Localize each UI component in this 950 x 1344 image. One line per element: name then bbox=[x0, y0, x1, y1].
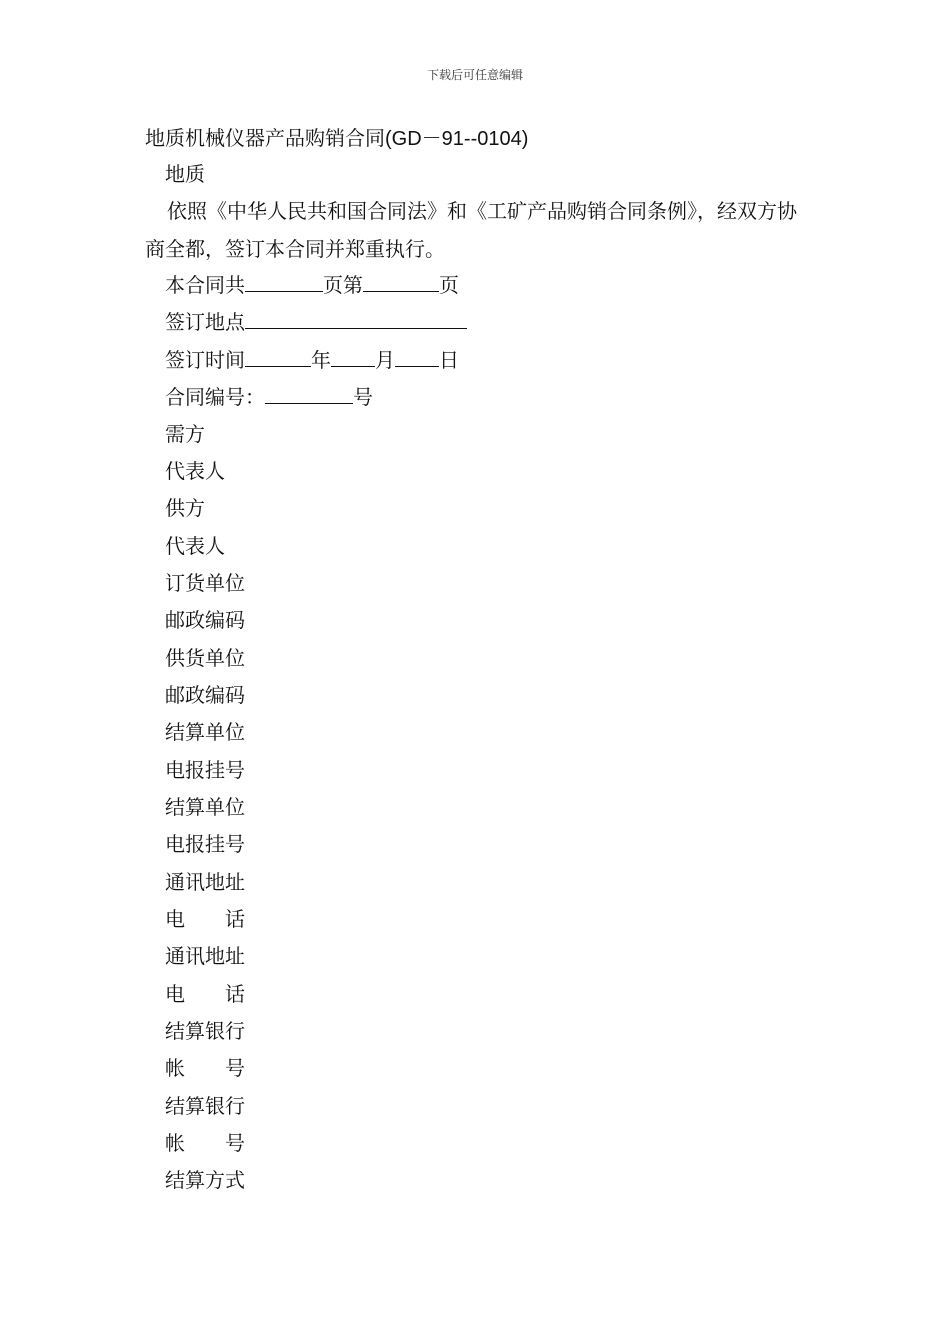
field-phone-2: 电 话 bbox=[165, 982, 245, 1006]
field-bank-1: 结算银行 bbox=[165, 1019, 245, 1043]
number-line bbox=[165, 383, 373, 410]
pages-line bbox=[165, 271, 459, 298]
pages-label-c: 页 bbox=[439, 273, 459, 297]
page-header-note: 下载后可任意编辑 bbox=[426, 68, 523, 82]
field-postcode-1: 邮政编码 bbox=[165, 608, 245, 632]
field-telegraph-2: 电报挂号 bbox=[165, 832, 245, 856]
field-address-1: 通讯地址 bbox=[165, 870, 245, 894]
field-settlement-unit-2: 结算单位 bbox=[165, 795, 245, 819]
day-label: 日 bbox=[439, 348, 459, 372]
field-seller: 供方 bbox=[165, 496, 205, 520]
place-blank[interactable] bbox=[245, 308, 467, 329]
org-label: 地质 bbox=[165, 162, 205, 186]
field-account-1: 帐 号 bbox=[165, 1056, 245, 1080]
pages-label-b: 页第 bbox=[323, 273, 363, 297]
field-phone-1: 电 话 bbox=[165, 907, 245, 931]
field-buyer: 需方 bbox=[165, 422, 205, 446]
number-label: 合同编号： bbox=[165, 385, 265, 409]
number-blank[interactable] bbox=[265, 383, 353, 404]
field-seller-rep: 代表人 bbox=[165, 534, 225, 558]
title-code: (GD－91--0104) bbox=[385, 128, 529, 150]
field-supply-unit: 供货单位 bbox=[165, 646, 245, 670]
day-blank[interactable] bbox=[395, 346, 439, 367]
field-address-2: 通讯地址 bbox=[165, 944, 245, 968]
year-blank[interactable] bbox=[245, 346, 311, 367]
place-label: 签订地点 bbox=[165, 310, 245, 334]
pages-total-blank[interactable] bbox=[245, 271, 323, 292]
field-account-2: 帐 号 bbox=[165, 1131, 245, 1155]
month-label: 月 bbox=[375, 348, 395, 372]
field-postcode-2: 邮政编码 bbox=[165, 683, 245, 707]
pages-current-blank[interactable] bbox=[363, 271, 439, 292]
place-line bbox=[165, 308, 467, 335]
field-telegraph-1: 电报挂号 bbox=[165, 758, 245, 782]
time-label: 签订时间 bbox=[165, 348, 245, 372]
month-blank[interactable] bbox=[331, 346, 375, 367]
intro-paragraph: 依照《中华人民共和国合同法》和《工矿产品购销合同条例》，经双方协商全都，签订本合同并郑重执行。 bbox=[145, 199, 797, 261]
time-line bbox=[165, 346, 459, 373]
field-payment-method: 结算方式 bbox=[165, 1168, 245, 1192]
field-buyer-rep: 代表人 bbox=[165, 459, 225, 483]
field-order-unit: 订货单位 bbox=[165, 571, 245, 595]
year-label: 年 bbox=[311, 348, 331, 372]
field-bank-2: 结算银行 bbox=[165, 1094, 245, 1118]
title-main: 地质机械仪器产品购销合同 bbox=[145, 126, 385, 150]
pages-label-a: 本合同共 bbox=[165, 273, 245, 297]
document-title bbox=[145, 122, 528, 151]
number-suffix: 号 bbox=[353, 385, 373, 409]
field-settlement-unit-1: 结算单位 bbox=[165, 720, 245, 744]
